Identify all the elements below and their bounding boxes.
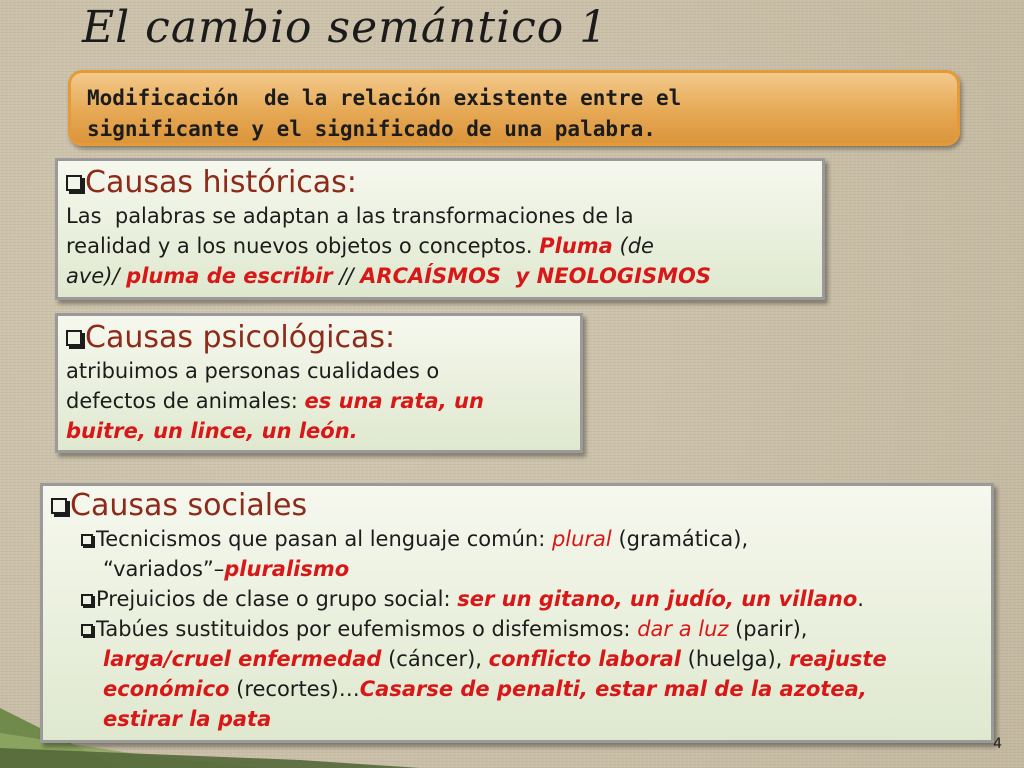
text-span: (parir), bbox=[728, 617, 808, 641]
example-animals-cont: buitre, un lince, un león. bbox=[66, 419, 358, 443]
example-enfermedad: larga/cruel enfermedad bbox=[103, 647, 382, 671]
text-span: (gramática), bbox=[611, 527, 749, 551]
checkbox-bullet-icon bbox=[81, 594, 93, 606]
text-span: Tecnicismos que pasan al lenguaje común: bbox=[96, 527, 552, 551]
definition-line-2: significante y el significado de una palabra. bbox=[87, 117, 656, 141]
example-pluralismo: pluralismo bbox=[224, 557, 350, 581]
page-number: 4 bbox=[993, 736, 1002, 752]
definition-box bbox=[68, 70, 960, 146]
heading-text: Causas históricas: bbox=[85, 165, 357, 200]
text-span: . bbox=[857, 587, 864, 611]
example-prejuicios: ser un gitano, un judío, un villano bbox=[457, 587, 858, 611]
historical-causes-heading bbox=[66, 165, 814, 201]
checkbox-bullet-icon bbox=[81, 534, 93, 546]
heading-text: Causas sociales bbox=[70, 488, 308, 523]
example-casarse: Casarse de penalti, estar mal de la azotea, bbox=[359, 677, 867, 701]
text-span: // bbox=[332, 264, 361, 288]
text-span: realidad y a los nuevos objetos o conceptos. bbox=[66, 234, 540, 258]
text-span: Prejuicios de clase o grupo social: bbox=[96, 587, 458, 611]
psychological-causes-text bbox=[66, 356, 572, 446]
text-span: defectos de animales: bbox=[66, 389, 305, 413]
checkbox-bullet-icon bbox=[66, 175, 82, 191]
text-span: (de bbox=[612, 234, 654, 258]
example-dar-a-luz: dar a luz bbox=[637, 617, 729, 641]
social-causes-list bbox=[51, 524, 983, 734]
example-economico: económico bbox=[103, 677, 230, 701]
text-line bbox=[66, 386, 572, 416]
text-line bbox=[66, 261, 814, 291]
historical-causes-text bbox=[66, 201, 814, 291]
example-reajuste: reajuste bbox=[788, 647, 887, 671]
example-conflicto: conflicto laboral bbox=[488, 647, 681, 671]
checkbox-bullet-icon bbox=[51, 498, 67, 514]
list-item bbox=[51, 584, 983, 614]
example-animals: es una rata, un bbox=[304, 389, 484, 413]
social-causes-panel bbox=[40, 483, 994, 743]
checkbox-bullet-icon bbox=[66, 330, 82, 346]
example-estirar: estirar la pata bbox=[103, 707, 272, 731]
text-span: “variados”– bbox=[103, 557, 225, 581]
psychological-causes-panel bbox=[55, 313, 583, 453]
text-span: (recortes)… bbox=[229, 677, 360, 701]
example-arcaismos: ARCAÍSMOS y NEOLOGISMOS bbox=[360, 264, 711, 288]
text-line: Las palabras se adaptan a las transformaciones de la bbox=[66, 204, 634, 228]
text-span: (cáncer), bbox=[381, 647, 489, 671]
definition-line-1: Modificación de la relación existente entre el bbox=[87, 86, 682, 110]
psychological-causes-heading bbox=[66, 320, 572, 356]
checkbox-bullet-icon bbox=[81, 624, 93, 636]
social-causes-heading bbox=[51, 488, 983, 524]
text-line bbox=[66, 231, 814, 261]
text-span: (huelga), bbox=[681, 647, 789, 671]
text-span: Tabúes sustituidos por eufemismos o disfemismos: bbox=[96, 617, 638, 641]
text-line: atribuimos a personas cualidades o bbox=[66, 359, 440, 383]
list-item bbox=[51, 524, 983, 584]
slide-title: El cambio semántico 1 bbox=[82, 2, 609, 53]
example-plural: plural bbox=[551, 527, 612, 551]
historical-causes-panel bbox=[55, 158, 825, 300]
text-span: ave)/ bbox=[66, 264, 127, 288]
list-item bbox=[51, 614, 983, 734]
heading-text: Causas psicológicas: bbox=[85, 320, 396, 355]
example-pluma: Pluma bbox=[539, 234, 613, 258]
example-pluma-escribir: pluma de escribir bbox=[126, 264, 333, 288]
